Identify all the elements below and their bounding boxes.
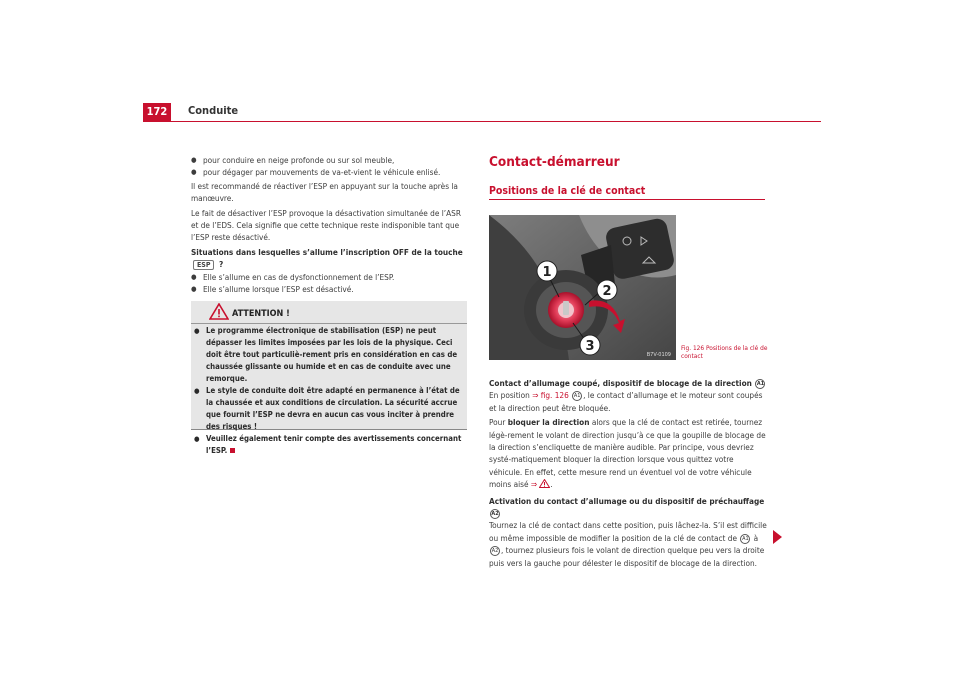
text-run: En position	[489, 390, 530, 401]
paragraph: Pour bloquer la direction alors que la clé de contact est retirée, tournez légè-rement le volant de direction jusqu’à ce que la goupille de blocage de la direction s’encliquette de manière audible. Par principe, vous devriez systé-matiquement bloquer la direction lorsque vous quittez votre véhicule. En effet, cette mesure rend un éventuel vol de votre véhicule moins aisé ⇒ .	[489, 417, 766, 490]
ignition-illustration	[489, 215, 676, 360]
figure-label-1: 1	[542, 265, 552, 280]
warning-divider	[191, 323, 467, 324]
subheading	[489, 495, 767, 520]
list-item: ● pour conduire en neige profonde ou sur sol meuble,	[191, 154, 469, 166]
warning-item: ● Le programme électronique de stabilisation (ESP) ne peut dépasser les limites imposées par les lois de la physique. Ceci doit être tout particuliè-rement pris en considération en cas de chaussée glissante ou humide et en cas de conduite avec une remorque.	[194, 325, 464, 385]
text-run: Tournez la clé de contact dans cette position, puis lâchez-la. S’il est difficile ou même impossible de modifier la position de la clé de contact de	[489, 520, 767, 543]
left-column	[191, 154, 469, 295]
paragraph	[489, 389, 767, 414]
warning-item-text: Veuillez également tenir compte des avertissements concernant l’ESP.	[206, 434, 462, 455]
right-column-text	[489, 377, 767, 569]
figure-caption: Fig. 126 Positions de la clé de contact	[681, 344, 768, 360]
bold-term: bloquer la direction	[507, 417, 590, 428]
warning-triangle-icon	[539, 479, 550, 488]
subheading-end: ?	[219, 259, 224, 270]
subheading	[489, 377, 767, 389]
subsection-rule	[489, 199, 765, 200]
ignition-key-figure	[489, 215, 676, 360]
warning-title: ATTENTION !	[232, 309, 290, 319]
next-page-arrow-icon[interactable]	[773, 530, 782, 544]
position-a1-symbol: A1	[573, 393, 581, 400]
subsection-title: Positions de la clé de contact	[489, 185, 646, 197]
subheading-text: Situations dans lesquelles s’allume l’inscription OFF de la touche	[191, 246, 463, 257]
text-run: , tournez plusieurs fois le volant de direction quelque peu vers la droite puis vers la gauche pour délester le dispositif de blocage de la direction.	[489, 545, 765, 568]
figure-label-2: 2	[602, 284, 612, 299]
header-rule	[143, 121, 821, 122]
warning-link[interactable]: ⇒	[530, 479, 538, 490]
text-run: , le contact d’allumage et le moteur sont coupés et la direction peut être bloquée.	[489, 390, 763, 413]
paragraph: Le fait de désactiver l’ESP provoque la désactivation simultanée de l’ASR et de l’EDS. Cela signifie que cette technique reste indisponible tant que l’ESP reste désactivé.	[191, 207, 461, 243]
figure-link[interactable]: ⇒ fig. 126	[532, 390, 569, 401]
chapter-title: Conduite	[188, 104, 239, 117]
list-item: ● Elle s’allume en cas de dysfonctionnement de l’ESP.	[191, 271, 469, 283]
position-a2-symbol: A2	[491, 548, 499, 555]
list-item: ● pour dégager par mouvements de va-et-vient le véhicule enlisé.	[191, 166, 469, 178]
subheading-text: Activation du contact d’allumage ou du dispositif de préchauffage	[489, 495, 765, 506]
warning-triangle-icon	[209, 303, 229, 320]
esp-key-symbol: ESP	[193, 260, 214, 270]
position-a1-symbol: A1	[756, 381, 765, 387]
text-run: alors que la clé de contact est retirée, tournez légè-rement le volant de direction jusqu’à ce que la goupille de blocage de la direction s’encliquette de manière audible. Par principe, vous devriez systé-matiquement bloquer la direction lorsque vous quittez votre véhicule. En effet, cette mesure rend un éventuel vol de votre véhicule moins aisé	[489, 417, 766, 490]
subheading-text: Contact d’allumage coupé, dispositif de blocage de la direction	[489, 378, 752, 388]
paragraph: Il est recommandé de réactiver l’ESP en appuyant sur la touche après la manœuvre.	[191, 180, 458, 204]
end-of-section-mark	[230, 448, 235, 453]
figure-code: B7V-0109	[646, 352, 671, 358]
position-a2-symbol: A2	[491, 511, 499, 518]
warning-body	[194, 325, 464, 457]
subheading	[191, 246, 469, 271]
figure-label-3: 3	[585, 339, 595, 354]
page-number: 172	[143, 103, 171, 121]
text-run: Pour	[489, 417, 506, 428]
position-a1-symbol: A1	[742, 535, 749, 542]
section-title: Contact-démarreur	[489, 154, 620, 170]
paragraph	[489, 519, 767, 569]
warning-item: ● Le style de conduite doit être adapté en permanence à l’état de la chaussée et aux conditions de circulation. La sécurité accrue que fournit l’ESP ne devra en aucun cas vous inciter à prendre des risques !	[194, 385, 464, 433]
text-run: à	[753, 532, 759, 543]
warning-item	[194, 433, 464, 457]
list-item: ● Elle s’allume lorsque l’ESP est désactivé.	[191, 283, 469, 295]
